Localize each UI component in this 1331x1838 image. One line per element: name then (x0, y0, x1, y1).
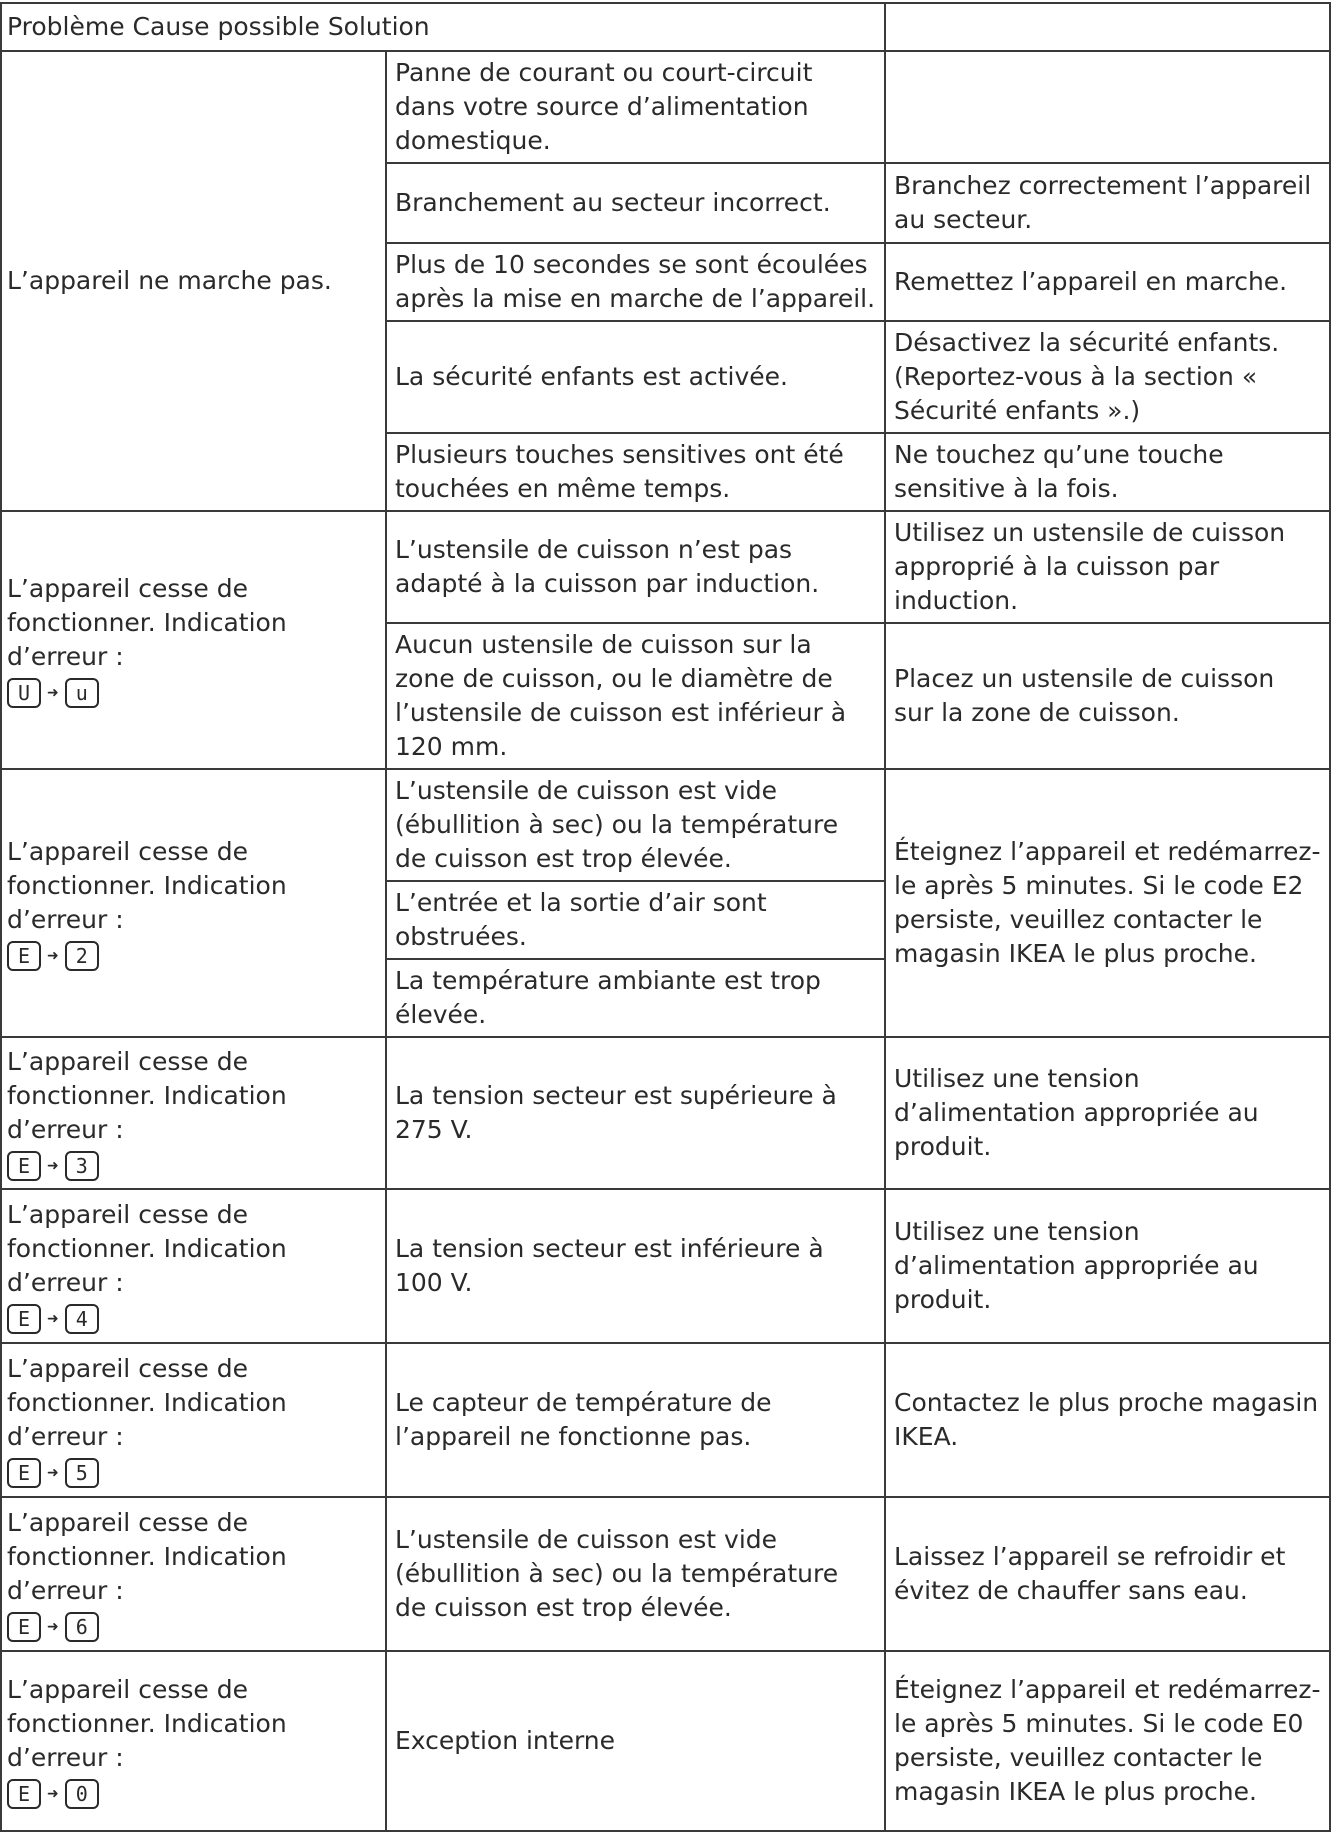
display-digit: E (7, 1779, 41, 1809)
display-digit: E (7, 1458, 41, 1488)
solution-cell (885, 51, 1330, 163)
display-digit: 2 (65, 941, 99, 971)
solution-cell: Remettez l’appareil en marche. (885, 243, 1330, 321)
problem-text: L’appareil cesse de fonctionner. Indication d’erreur : (7, 1354, 287, 1451)
problem-cell (1, 1189, 386, 1343)
cause-cell: Branchement au secteur incorrect. (386, 163, 885, 243)
cause-cell: Exception interne (386, 1651, 885, 1831)
table-row (1, 1037, 1330, 1189)
problem-cell (1, 1497, 386, 1651)
problem-text: L’appareil cesse de fonctionner. Indication d’erreur : (7, 1508, 287, 1605)
header-row (1, 3, 1330, 51)
problem-cell (1, 511, 386, 769)
display-digit: E (7, 1304, 41, 1334)
troubleshooting-table (0, 2, 1331, 1832)
error-code-display (7, 1612, 99, 1642)
arrow-right-icon: ➜ (47, 1619, 59, 1635)
error-code-display (7, 1458, 99, 1488)
table-row (1, 1189, 1330, 1343)
solution-cell: Ne touchez qu’une touche sensitive à la fois. (885, 433, 1330, 511)
problem-text: L’appareil cesse de fonctionner. Indication d’erreur : (7, 837, 287, 934)
error-code-display (7, 941, 99, 971)
solution-cell: Placez un ustensile de cuisson sur la zone de cuisson. (885, 623, 1330, 769)
table-row (1, 1343, 1330, 1497)
table-row (1, 1497, 1330, 1651)
cause-cell: La sécurité enfants est activée. (386, 321, 885, 433)
display-digit: 3 (65, 1151, 99, 1181)
solution-cell: Laissez l’appareil se refroidir et évitez de chauffer sans eau. (885, 1497, 1330, 1651)
cause-cell: La température ambiante est trop élevée. (386, 959, 885, 1037)
cause-cell: La tension secteur est supérieure à 275 V. (386, 1037, 885, 1189)
display-digit: U (7, 678, 41, 708)
arrow-right-icon: ➜ (47, 1786, 59, 1802)
arrow-right-icon: ➜ (47, 685, 59, 701)
error-code-display (7, 1779, 99, 1809)
cause-cell: Le capteur de température de l’appareil ne fonctionne pas. (386, 1343, 885, 1497)
display-digit: E (7, 941, 41, 971)
header-empty-cell (885, 3, 1330, 51)
display-digit: 6 (65, 1612, 99, 1642)
problem-cell (1, 1343, 386, 1497)
problem-cell: L’appareil ne marche pas. (1, 51, 386, 511)
solution-cell: Contactez le plus proche magasin IKEA. (885, 1343, 1330, 1497)
cause-cell: La tension secteur est inférieure à 100 V. (386, 1189, 885, 1343)
display-digit: u (65, 678, 99, 708)
problem-text: L’appareil cesse de fonctionner. Indication d’erreur : (7, 1047, 287, 1144)
table-row (1, 511, 1330, 623)
cause-cell: L’entrée et la sortie d’air sont obstruées. (386, 881, 885, 959)
problem-text: L’appareil cesse de fonctionner. Indication d’erreur : (7, 1675, 287, 1772)
display-digit: 5 (65, 1458, 99, 1488)
problem-text: L’appareil cesse de fonctionner. Indication d’erreur : (7, 1200, 287, 1297)
cause-cell: Plus de 10 secondes se sont écoulées après la mise en marche de l’appareil. (386, 243, 885, 321)
problem-cell (1, 769, 386, 1037)
cause-cell: L’ustensile de cuisson est vide (ébullition à sec) ou la température de cuisson est trop élevée. (386, 1497, 885, 1651)
problem-text: L’appareil cesse de fonctionner. Indication d’erreur : (7, 574, 287, 671)
cause-cell: Panne de courant ou court-circuit dans votre source d’alimentation domestique. (386, 51, 885, 163)
error-code-display (7, 1304, 99, 1334)
arrow-right-icon: ➜ (47, 1311, 59, 1327)
table-row (1, 1651, 1330, 1831)
problem-cell (1, 1037, 386, 1189)
header-cell: Problème Cause possible Solution (1, 3, 885, 51)
table-row (1, 769, 1330, 881)
display-digit: E (7, 1612, 41, 1642)
cause-cell: Plusieurs touches sensitives ont été touchées en même temps. (386, 433, 885, 511)
arrow-right-icon: ➜ (47, 1158, 59, 1174)
solution-cell: Branchez correctement l’appareil au secteur. (885, 163, 1330, 243)
arrow-right-icon: ➜ (47, 948, 59, 964)
cause-cell: Aucun ustensile de cuisson sur la zone de cuisson, ou le diamètre de l’ustensile de cuisson est inférieur à 120 mm. (386, 623, 885, 769)
solution-cell: Éteignez l’appareil et redémarrez-le après 5 minutes. Si le code E2 persiste, veuillez contacter le magasin IKEA le plus proche. (885, 769, 1330, 1037)
solution-cell: Désactivez la sécurité enfants. (Reportez-vous à la section « Sécurité enfants ».) (885, 321, 1330, 433)
solution-cell: Utilisez une tension d’alimentation appropriée au produit. (885, 1189, 1330, 1343)
table-row (1, 51, 1330, 163)
problem-cell (1, 1651, 386, 1831)
error-code-display (7, 1151, 99, 1181)
cause-cell: L’ustensile de cuisson n’est pas adapté à la cuisson par induction. (386, 511, 885, 623)
error-code-display (7, 678, 99, 708)
solution-cell: Utilisez une tension d’alimentation appropriée au produit. (885, 1037, 1330, 1189)
cause-cell: L’ustensile de cuisson est vide (ébullition à sec) ou la température de cuisson est trop élevée. (386, 769, 885, 881)
display-digit: 0 (65, 1779, 99, 1809)
display-digit: E (7, 1151, 41, 1181)
arrow-right-icon: ➜ (47, 1465, 59, 1481)
solution-cell: Éteignez l’appareil et redémarrez-le après 5 minutes. Si le code E0 persiste, veuillez contacter le magasin IKEA le plus proche. (885, 1651, 1330, 1831)
solution-cell: Utilisez un ustensile de cuisson approprié à la cuisson par induction. (885, 511, 1330, 623)
display-digit: 4 (65, 1304, 99, 1334)
